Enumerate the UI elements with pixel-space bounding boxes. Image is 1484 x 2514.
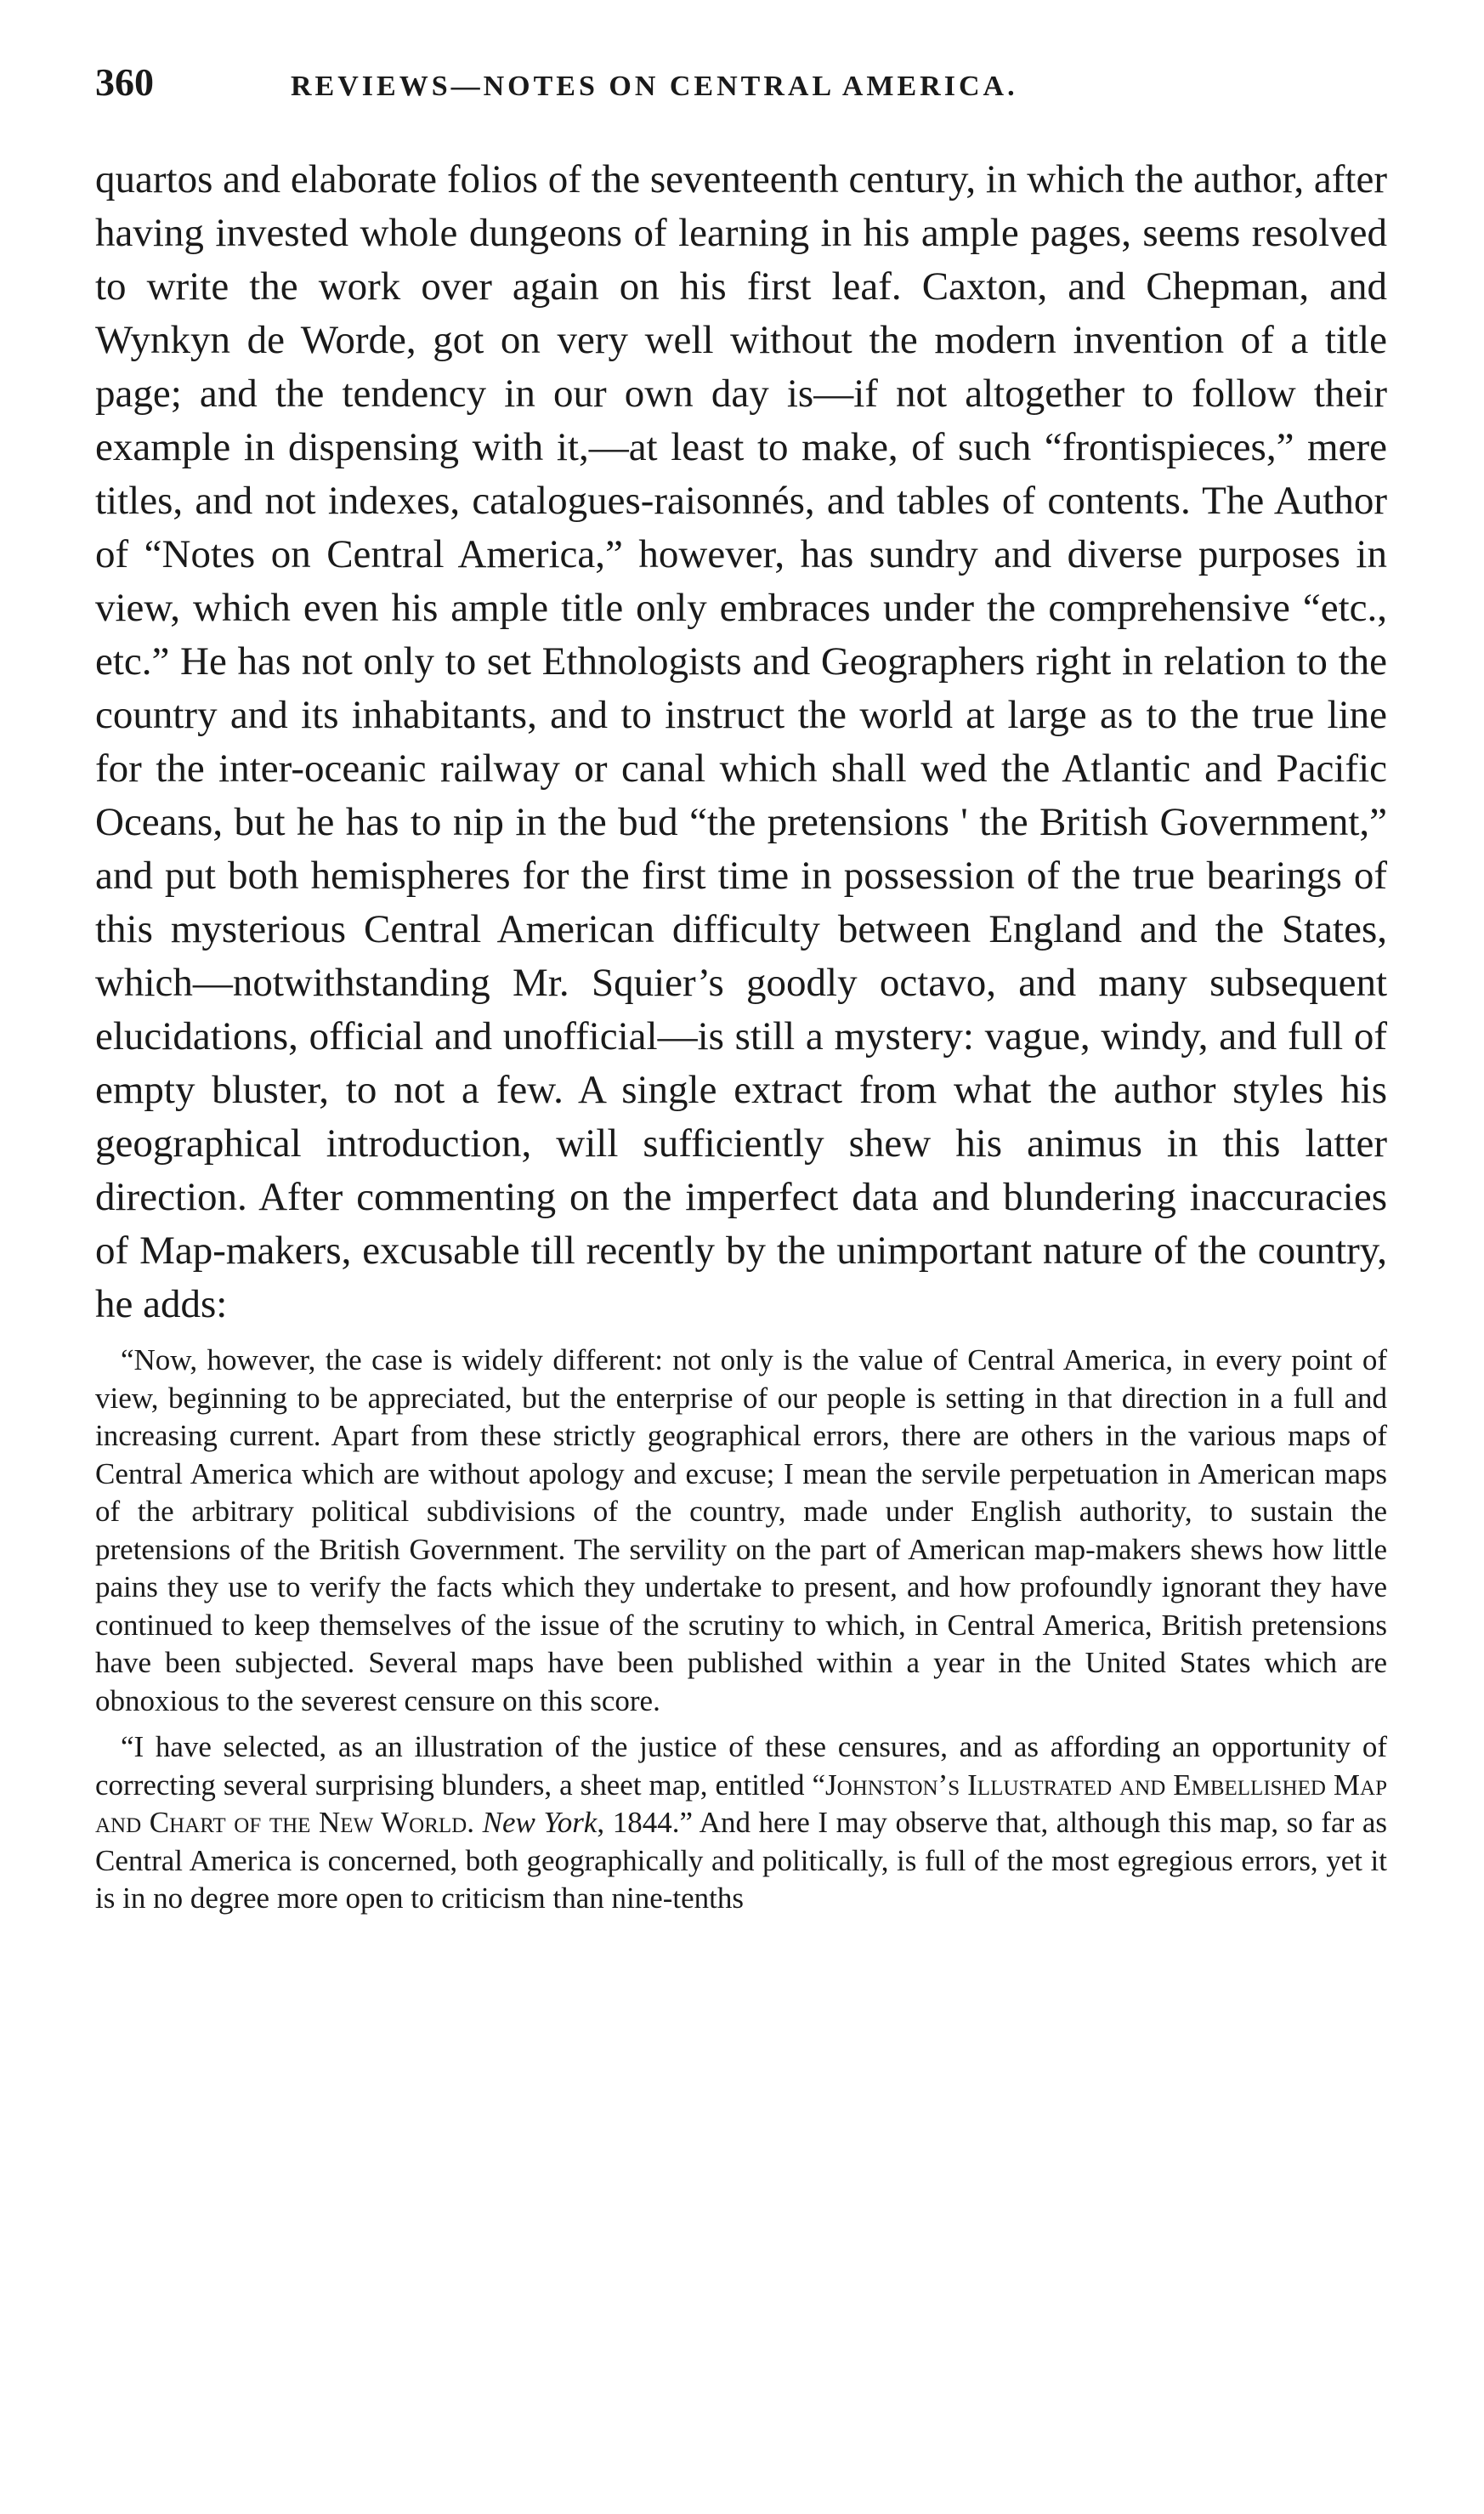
- page: [95, 60, 1387, 1918]
- block-quote: [95, 1342, 1387, 1918]
- quote-paragraph-2-lead: “I have selected, as an illustration of the justice of these censures, and as affording an opportunity of correcting several surprising blunders, a sheet map, entitled “: [95, 1730, 1387, 1802]
- body-text: [95, 153, 1387, 1331]
- body-paragraph: quartos and elaborate folios of the seventeenth century, in which the author, after having invested whole dungeons of learning in his ample pages, seems resolved to write the work over again on his first leaf. Caxton, and Chepman, and Wynkyn de Worde, got on very well without the modern invention of a title page; and the tendency in our own day is—if not altogether to follow their example in dispensing with it,—at least to make, of such “frontispieces,” mere titles, and not indexes, catalogues-raisonnés, and tables of contents. The Author of “Notes on Central America,” however, has sundry and diverse purposes in view, which even his ample title only embraces under the comprehensive “etc., etc.” He has not only to set Ethnologists and Geographers right in relation to the country and its inhabitants, and to instruct the world at large as to the true line for the inter-oceanic railway or canal which shall wed the Atlantic and Pacific Oceans, but he has to nip in the bud “the pretensions ' the British Government,” and put both hemispheres for the first time in possession of the true bearings of this mysterious Central American difficulty between England and the States, which—notwithstanding Mr. Squier’s goodly octavo, and many subsequent elucidations, official and unofficial—is still a mystery: vague, windy, and full of empty bluster, to not a few. A single extract from what the author styles his geographical introduction, will sufficiently shew his animus in this latter direction. After commenting on the imperfect data and blundering inaccuracies of Map-makers, excusable till recently by the unimportant nature of the country, he adds:: [95, 157, 1387, 1326]
- running-title: REVIEWS—NOTES ON CENTRAL AMERICA.: [291, 71, 1018, 102]
- quote-paragraph-2-rest: , 1844.” And here I may observe that, although this map, so far as Central America is concerned, both geographically and politically, is full of the most egregious errors, yet it is in no degree more open to criticism than nine-tenths: [95, 1806, 1388, 1915]
- map-place: New York: [482, 1806, 598, 1839]
- quote-paragraph-1: “Now, however, the case is widely different: not only is the value of Central America, in every point of view, beginning to be appreciated, but the enterprise of our people is setting in that direction in a full and increasing current. Apart from these strictly geographical errors, there are others in the various maps of Central America which are without apology and excuse; I mean the servile perpetuation in American maps of the arbitrary political subdivisions of the country, made under English authority, to sustain the pretensions of the British Government. The servility on the part of American map-makers shews how little pains they use to verify the facts which they undertake to present, and how profoundly ignorant they have continued to keep themselves of the issue of the scrutiny to which, in Central America, British pretensions have been subjected. Several maps have been published within a year in the United States which are obnoxious to the severest censure on this score.: [95, 1343, 1387, 1717]
- running-head: [95, 60, 1387, 119]
- quote-paragraph-2: [95, 1728, 1387, 1918]
- map-title: Johnston’s Illustrated and Embellished Map and Chart of the New World.: [95, 1768, 1387, 1839]
- page-number: 360: [95, 60, 154, 104]
